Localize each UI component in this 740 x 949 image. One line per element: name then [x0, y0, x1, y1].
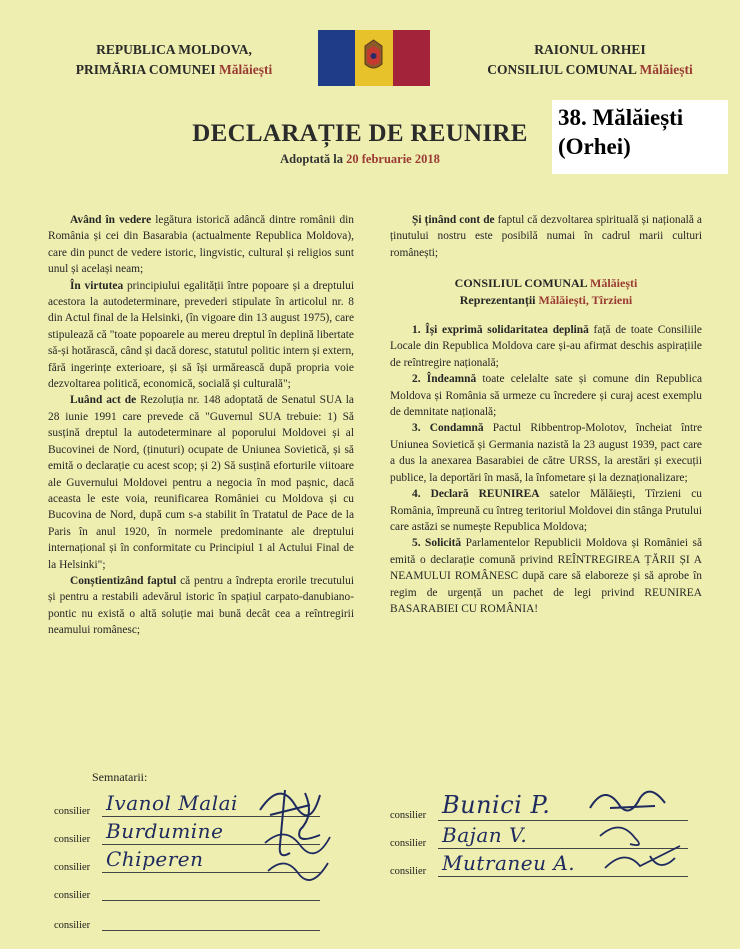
- signature-label: consilier: [54, 806, 91, 817]
- handwritten-signature: Ivanol Malai: [106, 791, 238, 815]
- paragraph: Conștientizând faptul că pentru a îndrepta erorile trecutului și pentru a restabili adevărul istoric în spațiul carpato-danubiano-pontic nu există o altă soluție mai bună decât cea a reîntregirii neamului românesc;: [48, 574, 354, 637]
- signature-label: consilier: [54, 834, 91, 845]
- handwritten-signature: Bunici P.: [442, 791, 551, 819]
- handwritten-signature: Burdumine: [106, 819, 224, 843]
- signatories-heading: Semnatarii:: [92, 770, 148, 784]
- header-left-line1: REPUBLICA MOLDOVA,: [96, 42, 252, 57]
- signature-line: [102, 912, 320, 931]
- representatives-heading: Reprezentanții Mălăiești, Tîrzieni: [459, 292, 633, 307]
- signature-label: consilier: [390, 810, 427, 821]
- resolution-item: 2. Îndeamnă toate celelalte sate și comune din Republica Moldova și România să urmeze cu încredere și curaj acest exemplu de demnitate națională;: [390, 373, 702, 419]
- resolution-item: 4. Declară REUNIREA satelor Mălăiești, Tîrzieni cu România, împreună cu întreg teritoriul Moldovei din stânga Prutului care astăzi se numește Republica Moldova;: [390, 488, 702, 533]
- header-right-line1: RAIONUL ORHEI: [534, 42, 646, 57]
- signature-label: consilier: [54, 890, 91, 901]
- signature-label: consilier: [54, 862, 91, 873]
- left-column: [48, 212, 354, 639]
- flag-stripe-red: [393, 30, 430, 86]
- signature-label: consilier: [390, 866, 427, 877]
- moldova-flag: [318, 30, 430, 86]
- paragraph: Având în vedere legătura istorică adâncă dintre românii din România și cei din Basarabia (actualmente Republica Moldova), care din punct de vedere istoric, lingvistic, cultural și religios sunt unul și același neam;: [48, 214, 354, 276]
- right-column: [390, 212, 702, 617]
- flag-stripe-yellow: [355, 30, 392, 86]
- signature-label: consilier: [54, 920, 91, 931]
- handwritten-signature: Bajan V.: [442, 823, 528, 847]
- paragraph: Și ținând cont de faptul că dezvoltarea spirituală și națională a ținutului nostru este posibilă numai în cadrul marii culturi românești;: [390, 214, 702, 259]
- signature-scribble-icon: [580, 778, 700, 888]
- header-right: [470, 40, 710, 80]
- header-right-line2: CONSILIUL COMUNAL Mălăiești: [487, 62, 693, 77]
- badge-line2: (Orhei): [558, 134, 631, 159]
- council-heading: CONSILIUL COMUNAL Mălăiești: [454, 276, 638, 291]
- header-left: [44, 40, 304, 80]
- coat-of-arms-icon: [355, 30, 392, 86]
- resolution-item: 3. Condamnă Pactul Ribbentrop-Molotov, încheiat între Uniunea Sovietică și Germania nazistă la 23 august 1939, pact care a dus la anexarea Basarabiei de către URSS, la arestări și execuții publice, la deportări în masă, la înfometare și la deznaționalizare;: [390, 422, 702, 484]
- resolution-item: 1. Își exprimă solidaritatea deplină față de toate Consiliile Locale din Republica Moldova care și-au afirmat deschis aspirațiile de reîntregire națională;: [390, 324, 702, 369]
- paragraph: Luând act de Rezoluția nr. 148 adoptată de Senatul SUA la 28 iunie 1991 care prevede că "Guvernul SUA trebuie: 1) Să susțină dreptul la autodeterminare al poporului Moldovei și al Bucovinei de Nord, (ținuturi) ocupate de Uniunea Sovietică, și să emită o declarație cu acest scop; și 2) Să susțină eforturile viitoare ale Guvernului Moldovei pentru a negocia în mod pașnic, dacă aceasta le este voia, reunificarea României cu Moldova și cu Bucovina de Nord, după cum s-a stabilit în Tratatul de Pace de la Paris în anul 1920, în normele predominante ale dreptului internațional și în conformitate cu Principiul 1 al Actului Final de la Helsinki";: [48, 394, 354, 571]
- village-badge: [552, 100, 728, 174]
- document-title: DECLARAȚIE DE REUNIRE: [192, 120, 528, 147]
- flag-stripe-blue: [318, 30, 355, 86]
- handwritten-signature: Mutraneu A.: [442, 851, 576, 875]
- handwritten-signature: Chiperen: [106, 847, 204, 871]
- document-subtitle: Adoptată la 20 februarie 2018: [280, 152, 440, 166]
- header-left-line2: PRIMĂRIA COMUNEI Mălăiești: [75, 62, 273, 77]
- signature-label: consilier: [390, 838, 427, 849]
- signature-scribble-icon: [250, 775, 340, 885]
- resolution-item: 5. Solicită Parlamentelor Republicii Moldova și României să emită o declarație comună privind REÎNTREGIREA ȚĂRII ȘI A NEAMULUI ROMÂNESC după care să elaboreze și să aprobe în regim de urgență un pachet de legi privind REUNIREA BASARABIEI CU ROMÂNIA!: [390, 537, 702, 615]
- badge-line1: 38. Mălăiești: [558, 105, 684, 130]
- signature-row: [54, 912, 320, 931]
- paragraph: În virtutea principiului egalității între popoare și a dreptului acestora la autodeterminare, prevederi stipulate în articolul nr. 8 din Actul final de la Helsinki, (în vigoare din 13 august 1975), care stipulează că "toate popoarele au mereu dreptul în deplină libertate să-și hotărască, când și dacă doresc, statutul politic intern și extern, fără ingerințe exterioare, și să își urmărească după propria voie dezvoltarea politică, economică, socială și culturală";: [48, 279, 354, 391]
